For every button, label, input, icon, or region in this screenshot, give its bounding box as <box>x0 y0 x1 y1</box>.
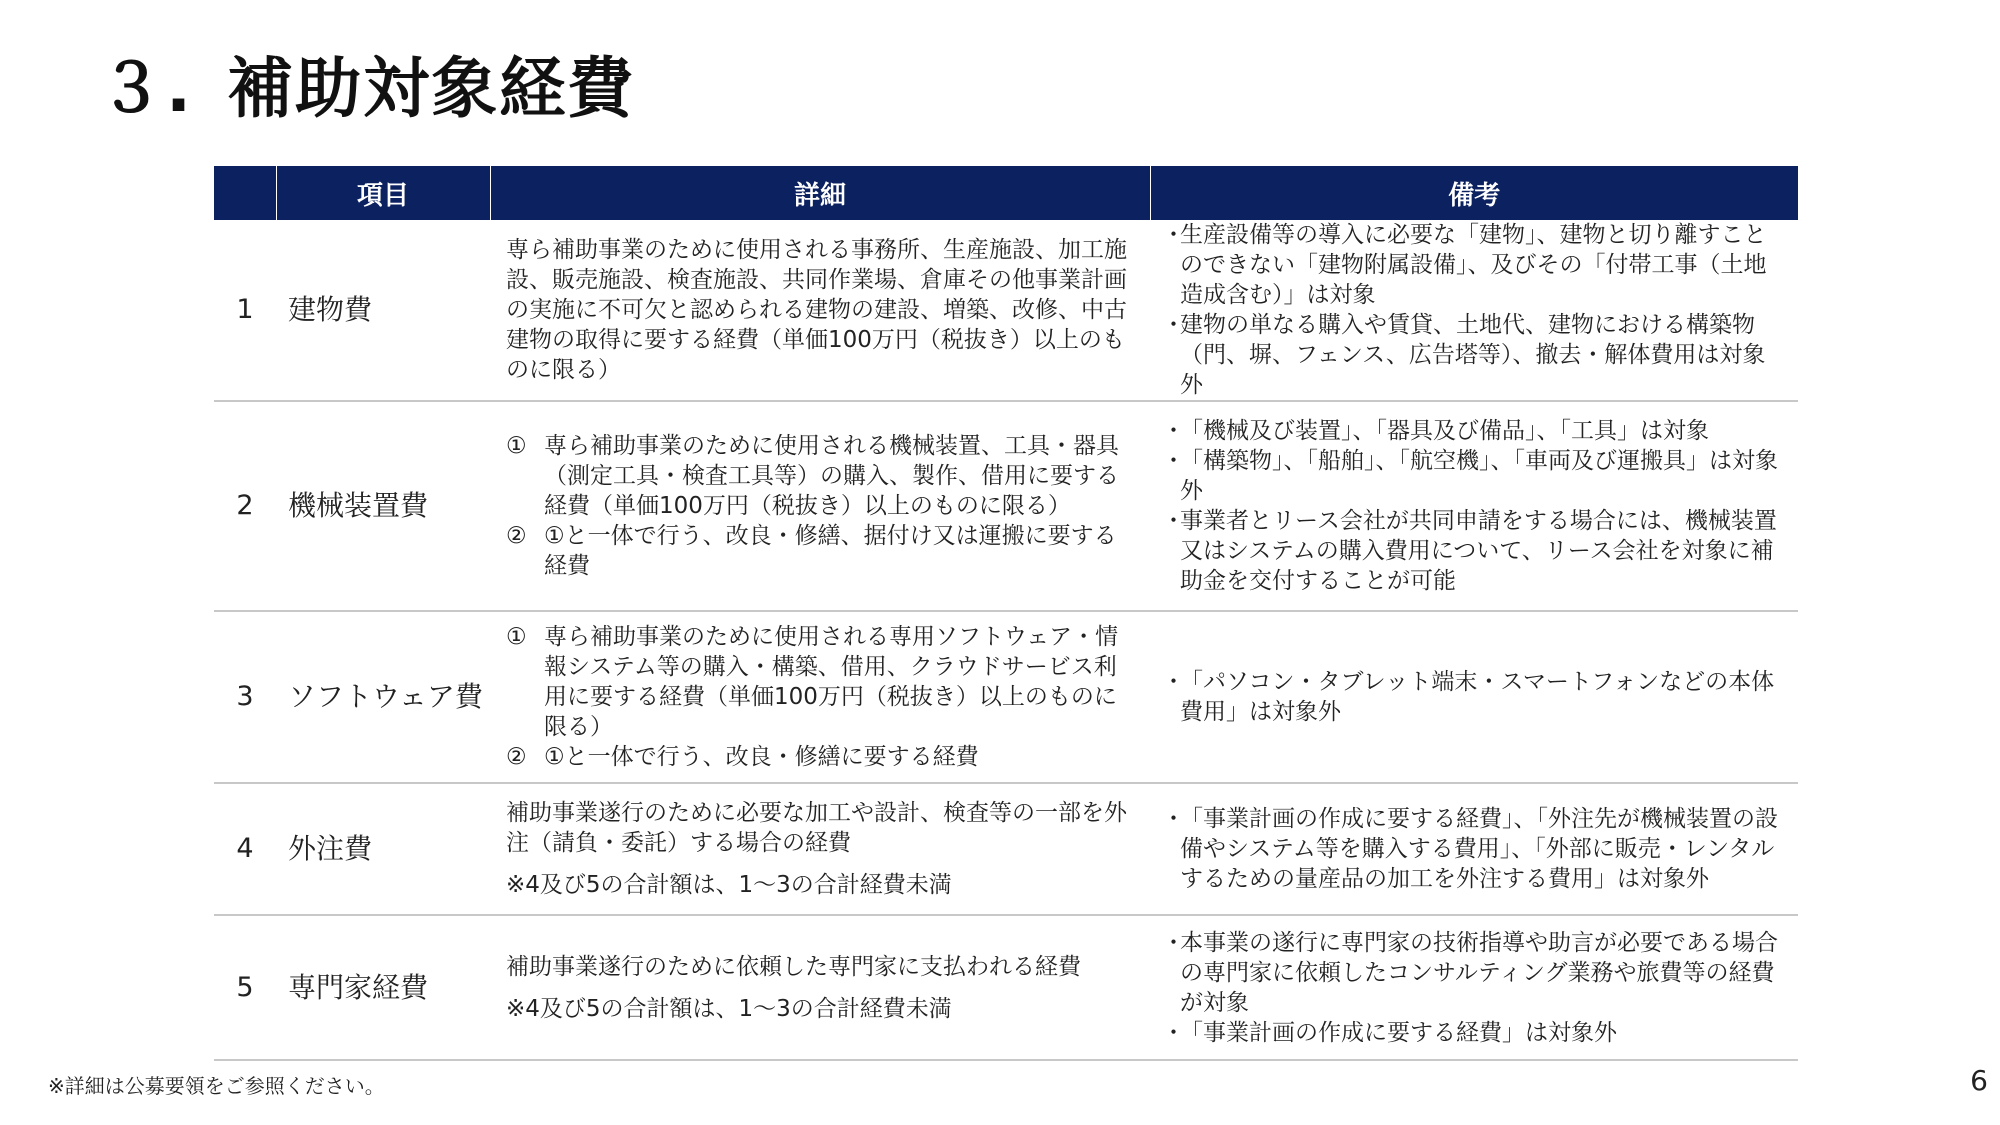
detail-numbered-item <box>506 622 1130 742</box>
detail-note: ※4及び5の合計額は、1～3の合計経費未満 <box>506 872 952 898</box>
section-title-text: 補助対象経費 <box>227 50 636 127</box>
row-detail <box>490 611 1150 783</box>
detail-text: ①と一体で行う、改良・修繕に要する経費 <box>544 744 979 770</box>
note-text: 「パソコン・タブレット端末・スマートフォンなどの本体費用」は対象外 <box>1180 669 1775 725</box>
table-row <box>214 611 1798 783</box>
header-number <box>214 166 276 220</box>
row-note <box>1150 611 1798 783</box>
row-item: 専門家経費 <box>276 915 490 1060</box>
note-text: 事業者とリース会社が共同申請をする場合には、機械装置又はシステムの購入費用について、リース会社を対象に補助金を交付することが可能 <box>1180 508 1777 594</box>
circled-number: ② <box>506 744 527 770</box>
row-detail <box>490 220 1150 401</box>
row-number: 5 <box>214 915 276 1060</box>
detail-text: 専ら補助事業のために使用される事務所、生産施設、加工施設、販売施設、検査施設、共同作業場、倉庫その他事業計画の実施に不可欠と認められる建物の建設、増築、改修、中古建物の取得に要する経費（単価100万円（税抜き）以上のものに限る） <box>506 237 1127 383</box>
bullet-dot: ・ <box>1162 312 1185 338</box>
bullet-dot: ・ <box>1162 806 1185 832</box>
note-text: 「構築物」、「船舶」、「航空機」、「車両及び運搬具」は対象外 <box>1180 448 1778 504</box>
row-number: 1 <box>214 220 276 401</box>
note-text: 建物の単なる購入や賃貸、土地代、建物における構築物（門、塀、フェンス、広告塔等）、撤去・解体費用は対象外 <box>1180 312 1766 398</box>
note-text: 生産設備等の導入に必要な「建物」、建物と切り離すことのできない「建物附属設備」、及びその「付帯工事（土地造成含む）」は対象 <box>1180 222 1767 308</box>
row-detail <box>490 783 1150 915</box>
row-detail <box>490 401 1150 611</box>
bullet-dot: ・ <box>1162 222 1185 248</box>
bullet-dot: ・ <box>1162 1019 1185 1046</box>
detail-text: 補助事業遂行のために必要な加工や設計、検査等の一部を外注（請負・委託）する場合の経費 <box>506 800 1127 856</box>
note-bullet <box>1162 928 1788 1018</box>
row-detail <box>490 915 1150 1060</box>
header-detail: 詳細 <box>490 166 1150 220</box>
note-bullet <box>1162 804 1788 894</box>
note-bullet <box>1162 667 1788 727</box>
note-text: 「事業計画の作成に要する経費」、「外注先が機械装置の設備やシステム等を購入する費用」、「外部に販売・レンタルするための量産品の加工を外注する費用」は対象外 <box>1180 806 1778 892</box>
detail-text: 補助事業遂行のために依頼した専門家に支払われる経費 <box>506 953 1081 980</box>
note-bullet <box>1162 446 1788 506</box>
expense-table <box>214 166 1798 1061</box>
table-header-row <box>214 166 1798 220</box>
row-number: 4 <box>214 783 276 915</box>
row-note <box>1150 783 1798 915</box>
note-bullet <box>1162 220 1788 310</box>
row-number: 2 <box>214 401 276 611</box>
bullet-dot: ・ <box>1162 448 1185 474</box>
note-bullet <box>1162 506 1788 596</box>
header-item: 項目 <box>276 166 490 220</box>
note-text: 「機械及び装置」、「器具及び備品」、「工具」は対象 <box>1180 418 1709 444</box>
detail-text: 専ら補助事業のために使用される機械装置、工具・器具（測定工具・検査工具等）の購入、製作、借用に要する経費（単価100万円（税抜き）以上のものに限る） <box>544 433 1119 519</box>
page-title <box>98 50 636 127</box>
note-bullet <box>1162 310 1788 400</box>
circled-number: ① <box>506 433 527 459</box>
detail-numbered-item <box>506 742 1130 772</box>
note-bullet <box>1162 1018 1788 1048</box>
note-bullet <box>1162 416 1788 446</box>
header-note: 備考 <box>1150 166 1798 220</box>
row-item: ソフトウェア費 <box>276 611 490 783</box>
section-number: ３. <box>98 50 194 127</box>
bullet-dot: ・ <box>1162 508 1185 534</box>
table-row <box>214 401 1798 611</box>
table-row <box>214 220 1798 401</box>
detail-text: 専ら補助事業のために使用される専用ソフトウェア・情報システム等の購入・構築、借用、クラウドサービス利用に要する経費（単価100万円（税抜き）以上のものに限る） <box>544 624 1119 740</box>
row-number: 3 <box>214 611 276 783</box>
row-item: 機械装置費 <box>276 401 490 611</box>
note-text: 「事業計画の作成に要する経費」は対象外 <box>1180 1019 1617 1046</box>
footnote: ※詳細は公募要領をご参照ください。 <box>48 1074 385 1098</box>
page-number: 6 <box>1970 1064 1988 1097</box>
detail-note: ※4及び5の合計額は、1～3の合計経費未満 <box>506 995 952 1022</box>
row-item: 建物費 <box>276 220 490 401</box>
row-note <box>1150 915 1798 1060</box>
detail-numbered-item <box>506 431 1130 521</box>
table-row <box>214 783 1798 915</box>
row-note <box>1150 220 1798 401</box>
detail-text: ①と一体で行う、改良・修繕、据付け又は運搬に要する経費 <box>544 523 1117 579</box>
row-item: 外注費 <box>276 783 490 915</box>
table-row <box>214 915 1798 1060</box>
note-text: 本事業の遂行に専門家の技術指導や助言が必要である場合の専門家に依頼したコンサルティング業務や旅費等の経費が対象 <box>1180 929 1778 1016</box>
row-note <box>1150 401 1798 611</box>
detail-numbered-item <box>506 521 1130 581</box>
bullet-dot: ・ <box>1162 669 1185 695</box>
bullet-dot: ・ <box>1162 418 1185 444</box>
bullet-dot: ・ <box>1162 929 1185 956</box>
circled-number: ① <box>506 624 527 650</box>
circled-number: ② <box>506 523 527 549</box>
